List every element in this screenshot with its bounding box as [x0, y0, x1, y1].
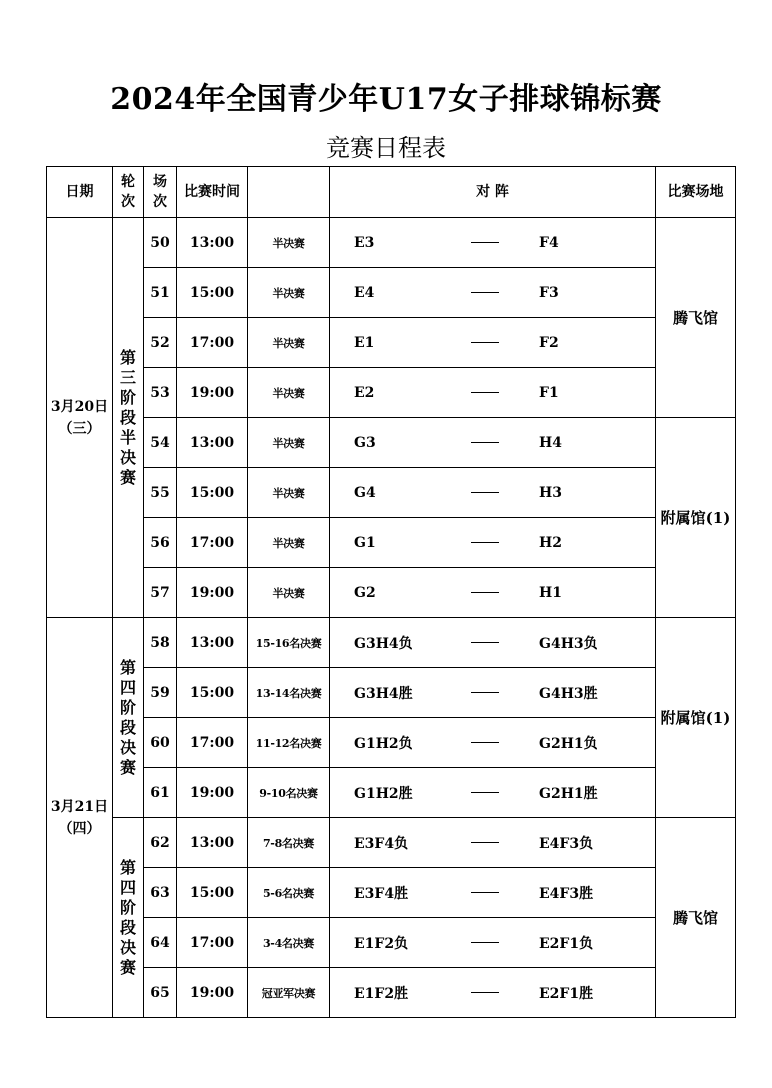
- dash-line: [471, 292, 499, 293]
- matchup-cell: [330, 868, 656, 918]
- game-time: 15:00: [177, 468, 248, 518]
- venue-cell: 腾飞馆: [656, 818, 736, 1018]
- matchup-cell: [330, 718, 656, 768]
- game-number: 61: [144, 768, 177, 818]
- home-team: G2: [354, 584, 376, 601]
- header-date: 日期: [47, 167, 113, 218]
- game-number: 64: [144, 918, 177, 968]
- game-number: 62: [144, 818, 177, 868]
- versus-dash: [435, 842, 535, 843]
- weekday-label: （四）: [58, 820, 101, 837]
- game-stage: 11-12名决赛: [248, 718, 330, 768]
- dash-line: [471, 492, 499, 493]
- away-team: F1: [539, 384, 559, 401]
- game-time: 17:00: [177, 518, 248, 568]
- matchup: [330, 568, 655, 617]
- game-number: 55: [144, 468, 177, 518]
- game-stage: 半决赛: [248, 568, 330, 618]
- weekday-label: （三）: [58, 420, 101, 437]
- versus-dash: [435, 742, 535, 743]
- table-row: [47, 618, 736, 668]
- matchup: [330, 318, 655, 367]
- away-team: G4H3负: [539, 635, 598, 652]
- round-label: 第三阶段半决赛: [119, 347, 136, 487]
- matchup: [330, 518, 655, 567]
- home-team: E3F4负: [354, 835, 409, 852]
- matchup: [330, 768, 655, 817]
- date-cell: [47, 218, 113, 618]
- away-team: H1: [539, 584, 562, 601]
- table-row: [47, 818, 736, 868]
- game-number: 53: [144, 368, 177, 418]
- date-label: 3月21日: [50, 798, 109, 815]
- matchup-cell: [330, 918, 656, 968]
- game-stage: 半决赛: [248, 468, 330, 518]
- game-stage: 半决赛: [248, 418, 330, 468]
- matchup-cell: [330, 368, 656, 418]
- game-time: 15:00: [177, 868, 248, 918]
- game-stage: 9-10名决赛: [248, 768, 330, 818]
- matchup-cell: [330, 268, 656, 318]
- dash-line: [471, 742, 499, 743]
- matchup-cell: [330, 768, 656, 818]
- schedule-table: [46, 166, 736, 1018]
- away-team: F4: [539, 234, 559, 251]
- game-stage: 13-14名决赛: [248, 668, 330, 718]
- date-cell: [47, 618, 113, 1018]
- table-row: [47, 868, 736, 918]
- versus-dash: [435, 292, 535, 293]
- header-round: 轮次: [113, 167, 144, 218]
- home-team: G1H2胜: [354, 785, 413, 802]
- game-stage: 半决赛: [248, 518, 330, 568]
- game-time: 17:00: [177, 918, 248, 968]
- game-time: 19:00: [177, 368, 248, 418]
- versus-dash: [435, 592, 535, 593]
- game-time: 19:00: [177, 968, 248, 1018]
- home-team: E1F2负: [354, 935, 409, 952]
- game-stage: 半决赛: [248, 368, 330, 418]
- dash-line: [471, 992, 499, 993]
- game-number: 57: [144, 568, 177, 618]
- away-team: E4F3负: [539, 835, 594, 852]
- game-stage: 冠亚军决赛: [248, 968, 330, 1018]
- game-time: 19:00: [177, 568, 248, 618]
- matchup: [330, 718, 655, 767]
- game-number: 60: [144, 718, 177, 768]
- game-time: 13:00: [177, 218, 248, 268]
- game-time: 13:00: [177, 418, 248, 468]
- versus-dash: [435, 692, 535, 693]
- dash-line: [471, 642, 499, 643]
- game-stage: 3-4名决赛: [248, 918, 330, 968]
- table-row: [47, 568, 736, 618]
- versus-dash: [435, 342, 535, 343]
- matchup: [330, 268, 655, 317]
- matchup-cell: [330, 568, 656, 618]
- header-time: 比赛时间: [177, 167, 248, 218]
- game-number: 58: [144, 618, 177, 668]
- game-stage: 半决赛: [248, 318, 330, 368]
- home-team: E3: [354, 234, 375, 251]
- game-number: 52: [144, 318, 177, 368]
- away-team: E2F1负: [539, 935, 594, 952]
- away-team: H4: [539, 434, 562, 451]
- matchup: [330, 218, 655, 267]
- home-team: G3: [354, 434, 376, 451]
- table-row: [47, 918, 736, 968]
- game-stage: 7-8名决赛: [248, 818, 330, 868]
- game-number: 63: [144, 868, 177, 918]
- home-team: E4: [354, 284, 375, 301]
- game-stage: 半决赛: [248, 218, 330, 268]
- matchup: [330, 918, 655, 967]
- game-stage: 5-6名决赛: [248, 868, 330, 918]
- away-team: E4F3胜: [539, 885, 594, 902]
- matchup-cell: [330, 468, 656, 518]
- matchup-cell: [330, 518, 656, 568]
- versus-dash: [435, 542, 535, 543]
- away-team: F2: [539, 334, 559, 351]
- document-title: 2024年全国青少年U17女子排球锦标赛: [110, 82, 662, 117]
- away-team: H2: [539, 534, 562, 551]
- matchup: [330, 968, 655, 1017]
- round-cell: [113, 618, 144, 818]
- dash-line: [471, 892, 499, 893]
- dash-line: [471, 392, 499, 393]
- table-row: [47, 368, 736, 418]
- game-time: 15:00: [177, 268, 248, 318]
- home-team: G4: [354, 484, 376, 501]
- away-team: F3: [539, 284, 559, 301]
- table-row: [47, 268, 736, 318]
- dash-line: [471, 792, 499, 793]
- venue-cell: 腾飞馆: [656, 218, 736, 418]
- date-label: 3月20日: [50, 398, 109, 415]
- dash-line: [471, 342, 499, 343]
- round-cell: [113, 218, 144, 618]
- matchup: [330, 368, 655, 417]
- header-venue: 比赛场地: [656, 167, 736, 218]
- matchup: [330, 468, 655, 517]
- document-subtitle: 竞赛日程表: [326, 134, 446, 162]
- table-row: [47, 668, 736, 718]
- home-team: G1: [354, 534, 376, 551]
- versus-dash: [435, 642, 535, 643]
- dash-line: [471, 242, 499, 243]
- game-time: 19:00: [177, 768, 248, 818]
- matchup-cell: [330, 818, 656, 868]
- table-row: [47, 968, 736, 1018]
- dash-line: [471, 942, 499, 943]
- matchup: [330, 818, 655, 867]
- table-row: [47, 768, 736, 818]
- table-row: [47, 518, 736, 568]
- dash-line: [471, 692, 499, 693]
- round-cell: [113, 818, 144, 1018]
- table-row: [47, 418, 736, 468]
- header-stage: [248, 167, 330, 218]
- matchup: [330, 868, 655, 917]
- game-number: 56: [144, 518, 177, 568]
- round-label: 第四阶段决赛: [119, 657, 136, 777]
- header-row: [47, 167, 736, 218]
- matchup-cell: [330, 318, 656, 368]
- dash-line: [471, 592, 499, 593]
- table-row: [47, 218, 736, 268]
- matchup-cell: [330, 668, 656, 718]
- matchup-cell: [330, 968, 656, 1018]
- dash-line: [471, 542, 499, 543]
- home-team: E1F2胜: [354, 985, 409, 1002]
- away-team: H3: [539, 484, 562, 501]
- game-time: 15:00: [177, 668, 248, 718]
- versus-dash: [435, 942, 535, 943]
- matchup: [330, 618, 655, 667]
- home-team: G3H4胜: [354, 685, 413, 702]
- game-time: 13:00: [177, 618, 248, 668]
- game-time: 13:00: [177, 818, 248, 868]
- header-matchup: 对 阵: [330, 167, 656, 218]
- game-number: 65: [144, 968, 177, 1018]
- matchup-cell: [330, 418, 656, 468]
- away-team: G2H1负: [539, 735, 598, 752]
- home-team: E3F4胜: [354, 885, 409, 902]
- round-label: 第四阶段决赛: [119, 857, 136, 977]
- game-number: 59: [144, 668, 177, 718]
- versus-dash: [435, 892, 535, 893]
- away-team: G2H1胜: [539, 785, 598, 802]
- game-number: 54: [144, 418, 177, 468]
- game-time: 17:00: [177, 318, 248, 368]
- matchup: [330, 418, 655, 467]
- game-number: 50: [144, 218, 177, 268]
- game-stage: 半决赛: [248, 268, 330, 318]
- venue-cell: 附属馆(1): [656, 618, 736, 818]
- game-number: 51: [144, 268, 177, 318]
- dash-line: [471, 842, 499, 843]
- table-row: [47, 718, 736, 768]
- home-team: E1: [354, 334, 375, 351]
- dash-line: [471, 442, 499, 443]
- matchup-cell: [330, 618, 656, 668]
- away-team: G4H3胜: [539, 685, 598, 702]
- venue-cell: 附属馆(1): [656, 418, 736, 618]
- table-row: [47, 468, 736, 518]
- home-team: G3H4负: [354, 635, 413, 652]
- away-team: E2F1胜: [539, 985, 594, 1002]
- versus-dash: [435, 992, 535, 993]
- versus-dash: [435, 442, 535, 443]
- header-game-no: 场次: [144, 167, 177, 218]
- matchup-cell: [330, 218, 656, 268]
- table-row: [47, 318, 736, 368]
- versus-dash: [435, 392, 535, 393]
- home-team: G1H2负: [354, 735, 413, 752]
- versus-dash: [435, 492, 535, 493]
- versus-dash: [435, 242, 535, 243]
- game-stage: 15-16名决赛: [248, 618, 330, 668]
- matchup: [330, 668, 655, 717]
- home-team: E2: [354, 384, 375, 401]
- versus-dash: [435, 792, 535, 793]
- game-time: 17:00: [177, 718, 248, 768]
